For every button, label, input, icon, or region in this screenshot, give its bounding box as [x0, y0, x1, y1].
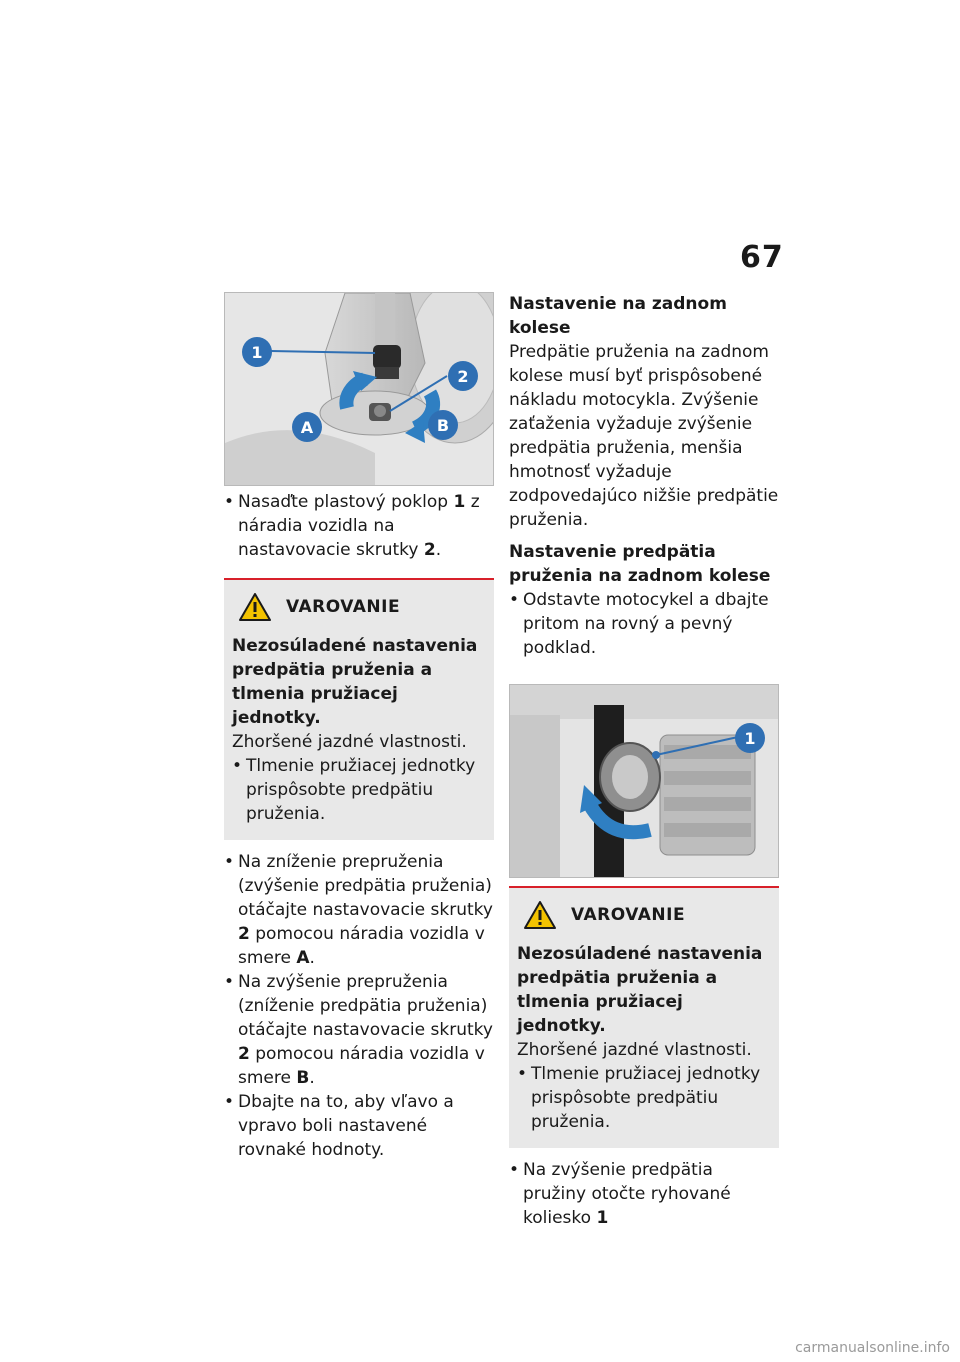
list-item: • Odstavte motocykel a dbajte pritom na rovný a pevný podklad. [509, 590, 769, 658]
list-item: • Na zvýšenie prepruženia (zníženie predpätia pruženia) otáčajte nastavovacie skrutky 2 pomocou náradia vozidla v smere B. [224, 972, 493, 1088]
page-number: 67 [740, 240, 784, 275]
bullet-icon: • [224, 852, 235, 872]
bullet-icon: • [224, 972, 235, 992]
warning-triangle-icon [238, 592, 272, 622]
warning-headline: Nezosúladené nastavenia predpätia pruženia a tlmenia pružiacej jednotky. [517, 944, 763, 1036]
callout-2: 2 [457, 367, 469, 386]
callout-1: 1 [251, 343, 263, 362]
subsection-heading: Nastavenie predpätia pruženia na zadnom kolese [509, 542, 771, 586]
warning-title: VAROVANIE [571, 905, 686, 925]
callout-1: 1 [744, 729, 756, 748]
list-item: • Nasaďte plastový poklop 1 z náradia vozidla na nastavovacie skrutky 2. [224, 492, 480, 560]
list-item: • Na zvýšenie predpätia pružiny otočte ryhované koliesko 1 [509, 1160, 731, 1228]
front-fork-figure [224, 292, 494, 486]
footer-watermark: carmanualsonline.info [795, 1340, 950, 1356]
callout-B: B [436, 416, 450, 435]
warning-box [224, 578, 494, 840]
section-heading: Nastavenie na zadnom kolese [509, 294, 727, 338]
warning-box [509, 886, 779, 1148]
warning-action: • Tlmenie pružiacej jednotky prispôsobte predpätiu pruženia. [517, 1064, 761, 1132]
paragraph: Predpätie pruženia na zadnom kolese musí byť prispôsobené nákladu motocykla. Zvýšenie zaťaženia vyžaduje zvýšenie predpätia pruženia, menšia hmotnosť vyžaduje zodpovedajúco nižšie predpätie pruženia. [509, 342, 779, 530]
rear-shock-illustration [510, 685, 778, 877]
list-item: • Na zníženie prepruženia (zvýšenie predpätia pruženia) otáčajte nastavovacie skrutky 2 pomocou náradia vozidla v smere A. [224, 852, 493, 968]
fork-adjuster-illustration [225, 293, 493, 485]
bullet-icon: • [224, 492, 235, 512]
warning-triangle-icon [523, 900, 557, 930]
rear-shock-figure [509, 684, 779, 878]
warning-consequence: Zhoršené jazdné vlastnosti. [517, 1040, 752, 1060]
bullet-icon: • [509, 1160, 520, 1180]
callout-A: A [300, 418, 314, 437]
list-item: • Dbajte na to, aby vľavo a vpravo boli nastavené rovnaké hodnoty. [224, 1092, 454, 1160]
warning-title: VAROVANIE [286, 597, 401, 617]
warning-consequence: Zhoršené jazdné vlastnosti. [232, 732, 467, 752]
left-column [224, 292, 494, 1162]
bullet-icon: • [224, 1092, 235, 1112]
warning-action: • Tlmenie pružiacej jednotky prispôsobte predpätiu pruženia. [232, 756, 476, 824]
warning-headline: Nezosúladené nastavenia predpätia pruženia a tlmenia pružiacej jednotky. [232, 636, 478, 728]
bullet-icon: • [509, 590, 520, 610]
right-column [509, 292, 779, 1230]
